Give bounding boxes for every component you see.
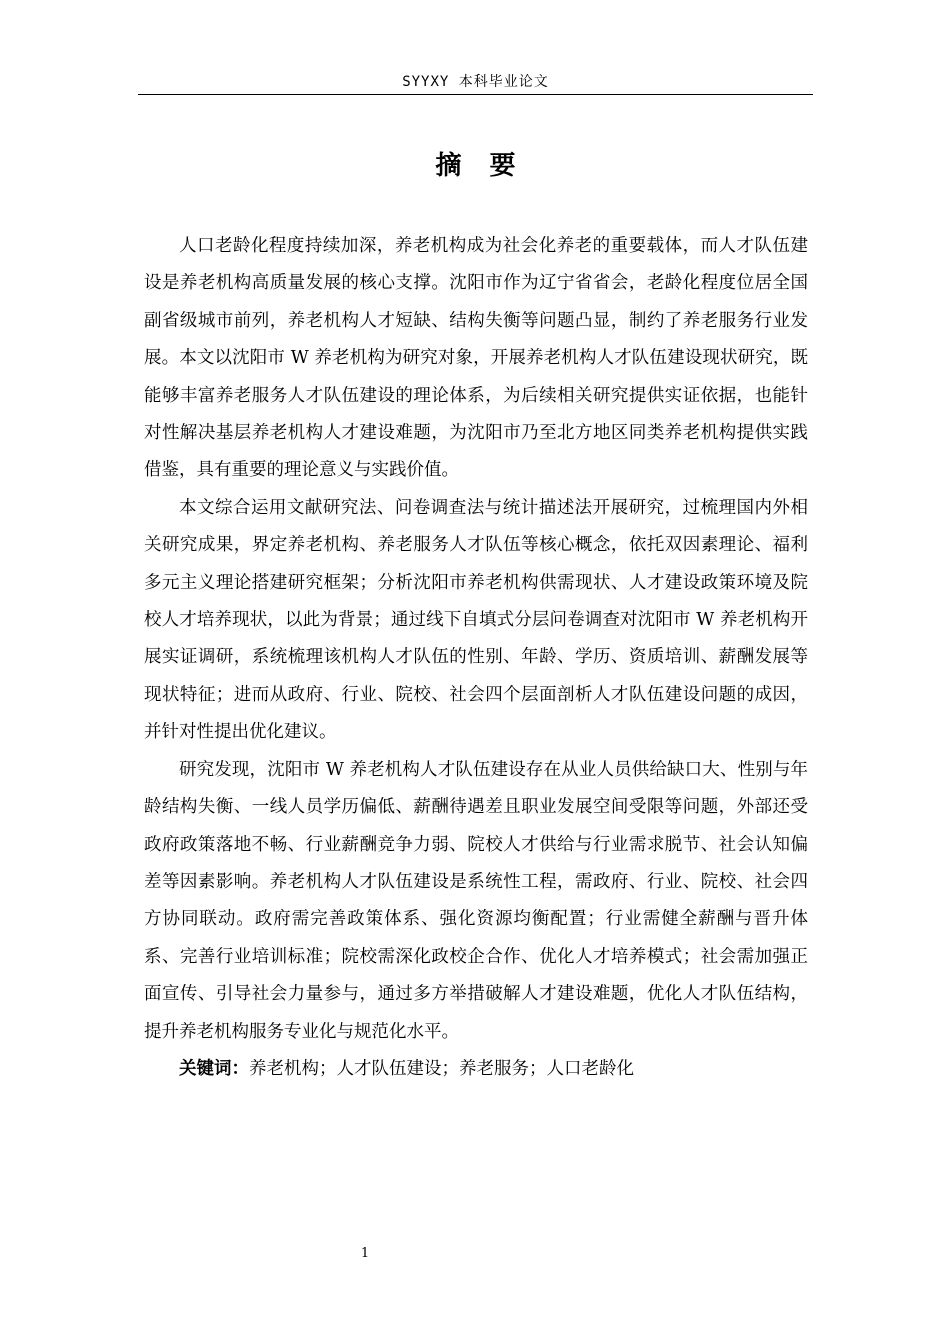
page-number: 1 bbox=[360, 1246, 370, 1261]
abstract-title: 摘要 bbox=[435, 151, 544, 181]
abstract-paragraph-3: 研究发现，沈阳市 W 养老机构人才队伍建设存在从业人员供给缺口大、性别与年龄结构失衡、一线人员学历偏低、薪酬待遇差且职业发展空间受限等问题，外部还受政府政策落地不畅、行业薪酬竞争力弱、院校人才供给与行业需求脱节、社会认知偏差等因素影响。养老机构人才队伍建设是系统性工程，需政府、行业、院校、社会四方协同联动。政府需完善政策体系、强化资源均衡配置；行业需健全薪酬与晋升体系、完善行业培训标准；院校需深化政校企合作、优化人才培养模式；社会需加强正面宣传、引导社会力量参与，通过多方举措破解人才建设难题，优化人才队伍结构，提升养老机构服务专业化与规范化水平。 bbox=[144, 759, 808, 1042]
keywords-text: 养老机构；人才队伍建设；养老服务；人口老龄化 bbox=[249, 1058, 634, 1079]
keywords-line bbox=[144, 1051, 808, 1088]
header-rule bbox=[138, 94, 813, 95]
abstract-paragraph-1: 人口老龄化程度持续加深，养老机构成为社会化养老的重要载体，而人才队伍建设是养老机构高质量发展的核心支撑。沈阳市作为辽宁省省会，老龄化程度位居全国副省级城市前列，养老机构人才短缺、结构失衡等问题凸显，制约了养老服务行业发展。本文以沈阳市 W 养老机构为研究对象，开展养老机构人才队伍建设现状研究，既能够丰富养老服务人才队伍建设的理论体系，为后续相关研究提供实证依据，也能针对性解决基层养老机构人才建设难题，为沈阳市乃至北方地区同类养老机构提供实践借鉴，具有重要的理论意义与实践价值。 bbox=[144, 236, 808, 481]
abstract-body bbox=[144, 228, 808, 1088]
running-header: SYYXY 本科毕业论文 bbox=[402, 74, 549, 90]
abstract-paragraph-2: 本文综合运用文献研究法、问卷调查法与统计描述法开展研究，过梳理国内外相关研究成果，界定养老机构、养老服务人才队伍等核心概念，依托双因素理论、福利多元主义理论搭建研究框架；分析沈阳市养老机构供需现状、人才建设政策环境及院校人才培养现状，以此为背景；通过线下自填式分层问卷调查对沈阳市 W 养老机构开展实证调研，系统梳理该机构人才队伍的性别、年龄、学历、资质培训、薪酬发展等现状特征；进而从政府、行业、院校、社会四个层面剖析人才队伍建设问题的成因，并针对性提出优化建议。 bbox=[144, 497, 808, 743]
keywords-label: 关键词： bbox=[179, 1058, 249, 1079]
